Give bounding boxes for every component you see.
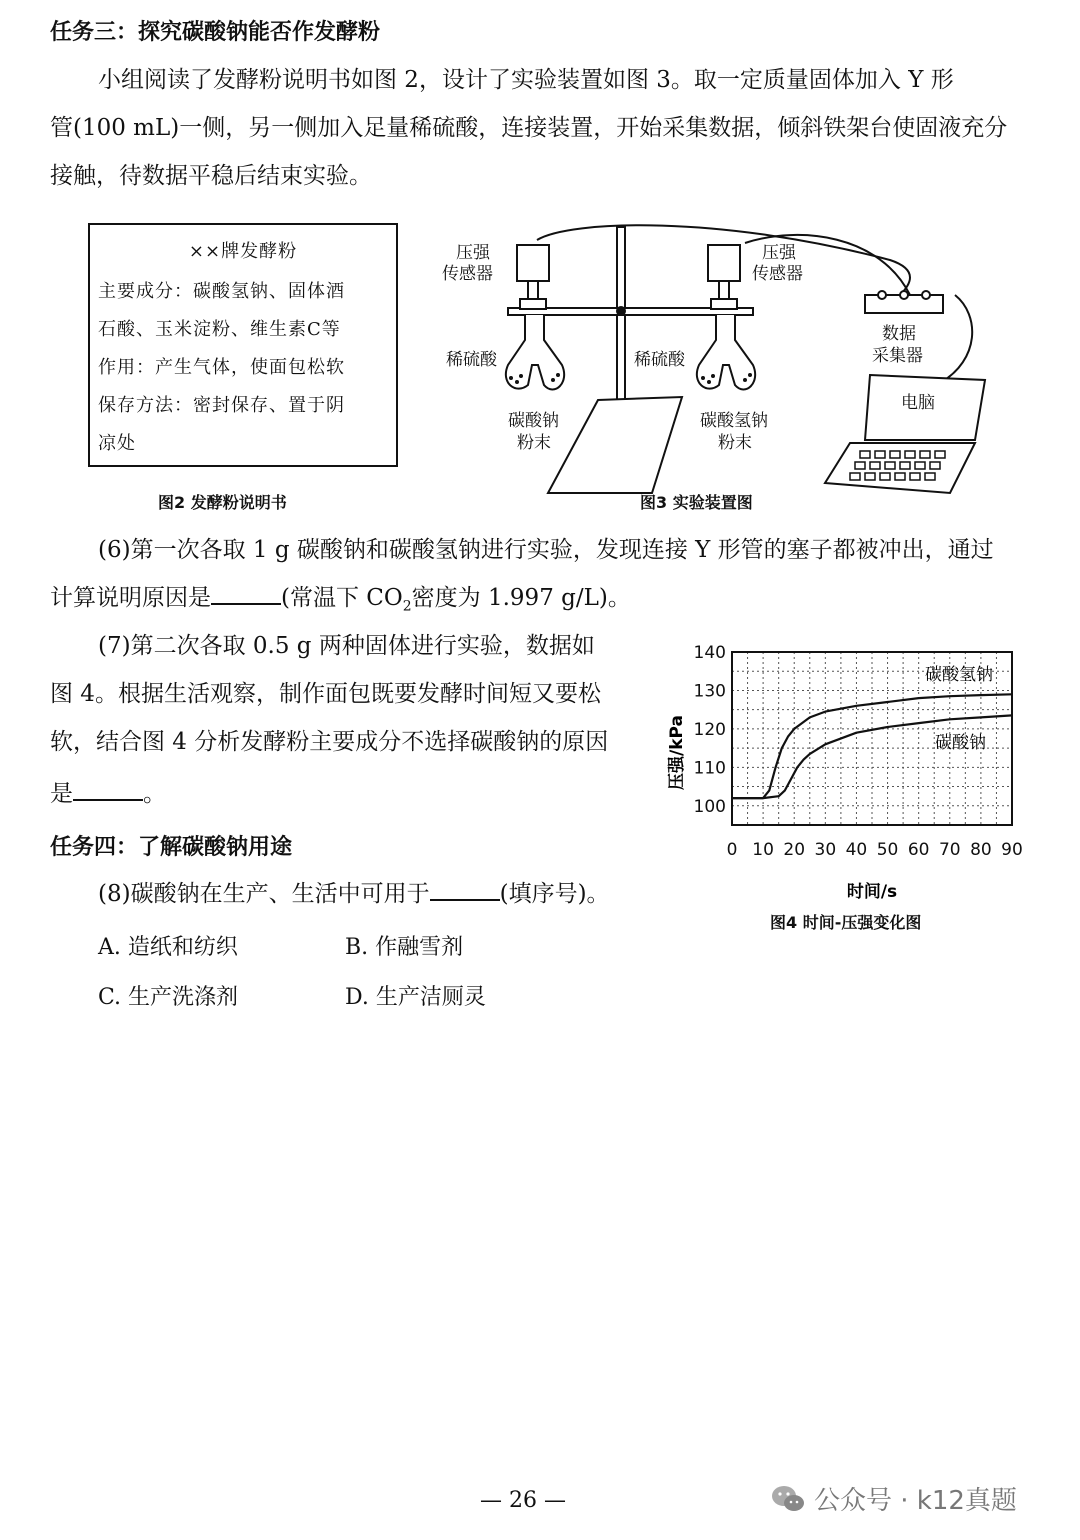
q8-answer-blank[interactable] bbox=[430, 879, 500, 901]
stand-base bbox=[548, 397, 682, 493]
y-tick-label: 110 bbox=[693, 758, 726, 779]
series-label-sodium-bicarbonate: 碳酸氢钠 bbox=[925, 665, 993, 685]
x-tick-label: 90 bbox=[1001, 840, 1023, 860]
fig3-caption: 图3 实验装置图 bbox=[640, 493, 753, 512]
y-tube-left bbox=[506, 315, 564, 389]
y-tick-label: 100 bbox=[693, 796, 726, 817]
q7-answer-blank[interactable] bbox=[73, 779, 143, 801]
fig2-line1: 主要成分：碳酸氢钠、固体酒 bbox=[98, 281, 345, 302]
label-sensor-left-2: 传感器 bbox=[442, 264, 493, 284]
label-sensor-right-1: 压强 bbox=[762, 243, 796, 263]
q8-option-d[interactable]: D. 生产洁厕灵 bbox=[345, 985, 486, 1010]
x-axis-label: 时间/s bbox=[846, 882, 898, 902]
cable-to-computer bbox=[940, 295, 972, 383]
q8-option-c[interactable]: C. 生产洗涤剂 bbox=[98, 985, 239, 1010]
task3-para-line3: 接触，待数据平稳后结束实验。 bbox=[50, 163, 372, 189]
y-tick-label: 140 bbox=[693, 643, 726, 663]
fig4-caption: 图4 时间-压强变化图 bbox=[770, 913, 922, 932]
sensor-right bbox=[708, 245, 740, 281]
x-tick-label: 10 bbox=[752, 840, 774, 860]
fig2-brand: ××牌发酵粉 bbox=[188, 241, 298, 262]
q7-line4: 是 。 bbox=[50, 781, 166, 807]
q6-line1: (6)第一次各取 1 g 碳酸钠和碳酸氢钠进行实验，发现连接 Y 形管的塞子都被冲出，通过 bbox=[98, 537, 994, 563]
x-tick-label: 80 bbox=[970, 840, 992, 860]
label-acid-left: 稀硫酸 bbox=[446, 350, 497, 370]
fig2-line4: 保存方法：密封保存、置于阴 bbox=[98, 395, 345, 416]
label-powder-right-1: 碳酸氢钠 bbox=[700, 411, 768, 431]
page-number: — 26 — bbox=[480, 1488, 566, 1513]
task4-title: 任务四：了解碳酸钠用途 bbox=[50, 835, 293, 860]
q8-stem: (8)碳酸钠在生产、生活中可用于 (填序号)。 bbox=[98, 881, 610, 907]
y-axis-label: 压强/kPa bbox=[667, 715, 687, 790]
y-tick-label: 130 bbox=[693, 681, 726, 702]
y-tube-right bbox=[697, 315, 755, 389]
wechat-icon bbox=[770, 1484, 806, 1514]
x-tick-label: 0 bbox=[726, 840, 738, 860]
label-powder-right-2: 粉末 bbox=[718, 433, 752, 453]
q7-line1: (7)第二次各取 0.5 g 两种固体进行实验，数据如 bbox=[98, 633, 595, 659]
fig2-instruction-card bbox=[88, 223, 398, 467]
q8-option-a[interactable]: A. 造纸和纺织 bbox=[98, 935, 238, 960]
q8-option-b[interactable]: B. 作融雪剂 bbox=[345, 935, 464, 960]
q7-line2: 图 4。根据生活观察，制作面包既要发酵时间短又要松 bbox=[50, 681, 601, 707]
fig4-pressure-chart bbox=[660, 640, 1040, 940]
q6-line2: 计算说明原因是 (常温下 $CO_2$密度为 1.997 g/L)。 bbox=[50, 585, 631, 615]
sensor-left bbox=[517, 245, 549, 281]
label-sensor-right-2: 传感器 bbox=[752, 264, 803, 284]
series-label-sodium-carbonate: 碳酸钠 bbox=[935, 733, 986, 753]
task3-para-line2: 管(100 mL)一侧，另一侧加入足量稀硫酸，连接装置，开始采集数据，倾斜铁架台使固液充分 bbox=[50, 115, 1008, 141]
label-powder-left-1: 碳酸钠 bbox=[508, 411, 559, 431]
fig3-apparatus-diagram bbox=[420, 215, 1000, 495]
label-sensor-left-1: 压强 bbox=[456, 243, 490, 263]
label-computer: 电脑 bbox=[901, 393, 935, 413]
x-tick-label: 40 bbox=[845, 840, 868, 860]
q6-answer-blank[interactable] bbox=[211, 583, 281, 605]
q7-line3: 软，结合图 4 分析发酵粉主要成分不选择碳酸钠的原因 bbox=[50, 729, 609, 755]
x-tick-label: 60 bbox=[907, 840, 930, 860]
fig2-line3: 作用：产生气体，使面包松软 bbox=[98, 357, 345, 378]
label-powder-left-2: 粉末 bbox=[517, 433, 551, 453]
label-acid-right: 稀硫酸 bbox=[634, 350, 685, 370]
x-tick-label: 70 bbox=[938, 840, 961, 860]
label-collector-1: 数据 bbox=[882, 324, 916, 344]
x-tick-label: 30 bbox=[814, 840, 837, 860]
x-tick-label: 20 bbox=[783, 840, 806, 860]
task3-para-line1: 小组阅读了发酵粉说明书如图 2，设计了实验装置如图 3。取一定质量固体加入 Y 形 bbox=[98, 67, 954, 93]
task3-title: 任务三：探究碳酸钠能否作发酵粉 bbox=[50, 20, 381, 45]
label-collector-2: 采集器 bbox=[872, 346, 923, 366]
fig2-line5: 凉处 bbox=[98, 433, 136, 454]
x-tick-label: 50 bbox=[876, 840, 899, 860]
y-tick-label: 120 bbox=[693, 719, 726, 740]
fig2-caption: 图2 发酵粉说明书 bbox=[158, 493, 287, 512]
watermark: 公众号 · k12真题 bbox=[770, 1480, 1017, 1517]
fig2-line2: 石酸、玉米淀粉、维生素C等 bbox=[98, 319, 341, 340]
